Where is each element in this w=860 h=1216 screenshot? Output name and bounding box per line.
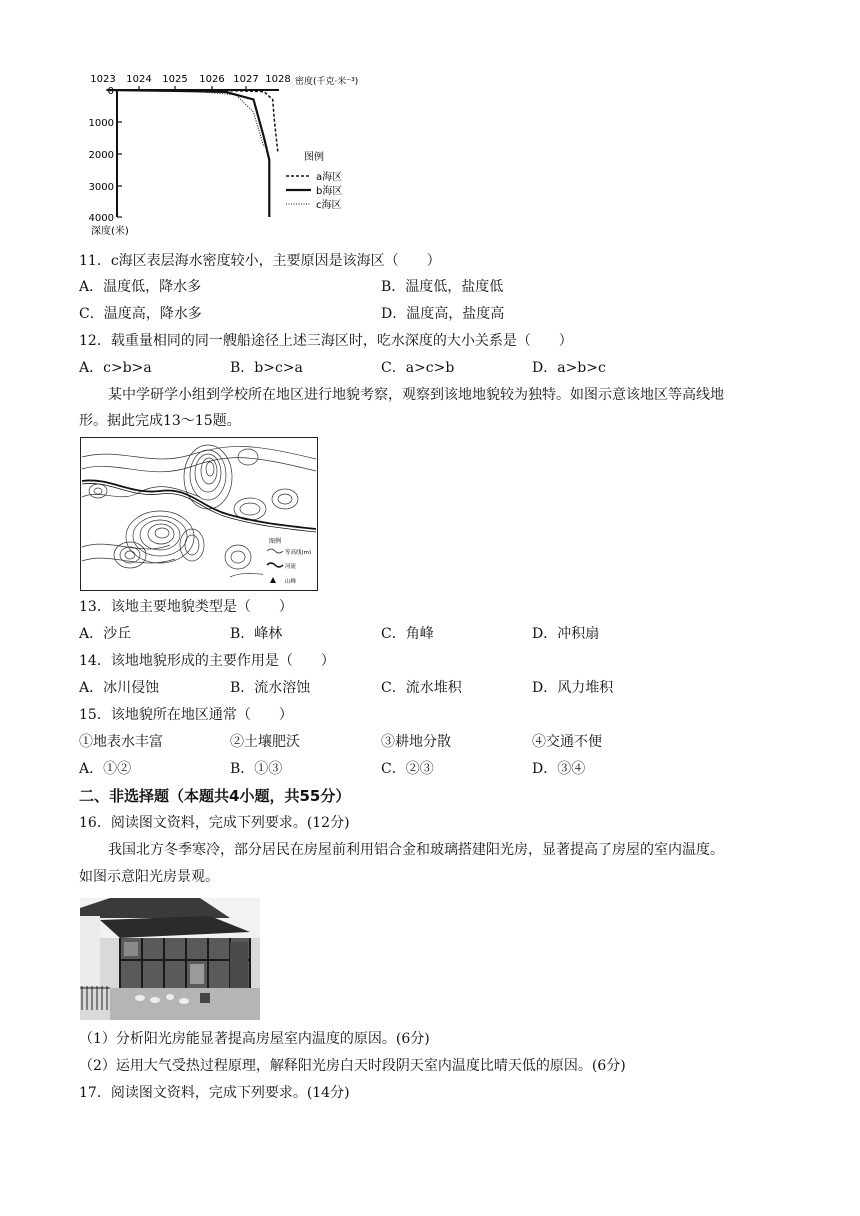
x-tick-label: 1024 [126,74,152,85]
map-legend-contour: 等高线(m) [285,550,312,556]
passage-13-15-line1: 某中学研学小组到学校所在地区进行地貌考察，观察到该地地貌较为独特。如图示意该地区等高线地 [108,387,724,403]
q16-passage-line1: 我国北方冬季寒冷，部分居民在房屋前利用铝合金和玻璃搭建阳光房，显著提高了房屋的室内温度。 [108,842,724,858]
density-depth-chart [79,68,399,240]
q16-passage-line2: 如图示意阳光房景观。 [79,869,219,885]
q11-option-a: A．温度低，降水多 [79,279,202,295]
x-tick-label: 1026 [199,74,225,85]
section-2-heading: 二、非选择题（本题共4小题，共55分） [79,787,351,805]
y-tick-label: 4000 [88,213,114,224]
q11-option-b: B．温度低，盐度低 [381,279,504,295]
map-legend-title: 图例 [269,538,282,545]
q13-option-a: A．沙丘 [79,626,132,642]
passage-13-15-line2: 形。据此完成13～15题。 [79,413,241,429]
q15-option-d: D．③④ [532,761,586,777]
q11-option-d: D．温度高，盐度高 [381,306,505,322]
contour-map [80,437,318,591]
y-tick-label: 1000 [88,118,114,129]
q15-stem: 15．该地貌所在地区通常（ ） [79,707,293,723]
legend-c: c海区 [316,200,342,211]
q15-statement-2: ②土壤肥沃 [230,734,300,750]
x-axis-unit: 密度(千克·米⁻³) [295,77,359,87]
q16-subquestion-1: （1）分析阳光房能显著提高房屋室内温度的原因。(6分) [79,1031,430,1047]
map-legend-river: 河流 [285,564,297,570]
y-tick-label: 2000 [88,150,114,161]
sunroom-photo [80,898,260,1020]
q15-statement-3: ③耕地分散 [381,734,451,750]
q13-option-c: C．角峰 [381,626,434,642]
x-tick-label: 1028 [265,74,291,85]
q12-option-b: B．b>c>a [230,360,303,376]
legend-a: a海区 [316,172,343,183]
x-tick-label: 1025 [162,74,188,85]
q13-option-d: D．冲积扇 [532,626,600,642]
x-tick-label: 1027 [233,74,259,85]
q14-option-d: D．风力堆积 [532,680,614,696]
y-axis-label: 深度(米) [91,226,129,237]
q15-option-c: C．②③ [381,761,434,777]
q13-stem: 13．该地主要地貌类型是（ ） [79,599,293,615]
q17-stem: 17．阅读图文资料，完成下列要求。(14分) [79,1085,350,1101]
x-tick-label: 1023 [90,74,116,85]
q13-option-b: B．峰林 [230,626,283,642]
y-tick-label: 0 [107,86,114,97]
map-legend-peak: 山峰 [285,579,297,585]
q12-option-d: D．a>b>c [532,360,606,376]
y-tick-label: 3000 [88,182,114,193]
q14-option-b: B．流水溶蚀 [230,680,311,696]
q15-option-b: B．①③ [230,761,283,777]
q14-stem: 14．该地地貌形成的主要作用是（ ） [79,653,335,669]
q15-option-a: A．①② [79,761,132,777]
q12-option-c: C．a>c>b [381,360,455,376]
q14-option-a: A．冰川侵蚀 [79,680,160,696]
legend-b: b海区 [316,186,343,197]
q15-statement-4: ④交通不便 [532,734,602,750]
q14-option-c: C．流水堆积 [381,680,462,696]
legend-title: 图例 [304,152,324,163]
q12-option-a: A．c>b>a [79,360,152,376]
series-line-b [107,90,270,217]
q15-statement-1: ①地表水丰富 [79,734,163,750]
q16-subquestion-2: （2）运用大气受热过程原理，解释阳光房白天时段阴天室内温度比晴天低的原因。(6分) [79,1058,626,1074]
q11-stem: 11．c海区表层海水密度较小，主要原因是该海区（ ） [79,253,441,269]
q16-stem: 16．阅读图文资料，完成下列要求。(12分) [79,815,350,831]
q12-stem: 12．载重量相同的同一艘船途径上述三海区时，吃水深度的大小关系是（ ） [79,333,573,349]
q11-option-c: C．温度高，降水多 [79,306,202,322]
